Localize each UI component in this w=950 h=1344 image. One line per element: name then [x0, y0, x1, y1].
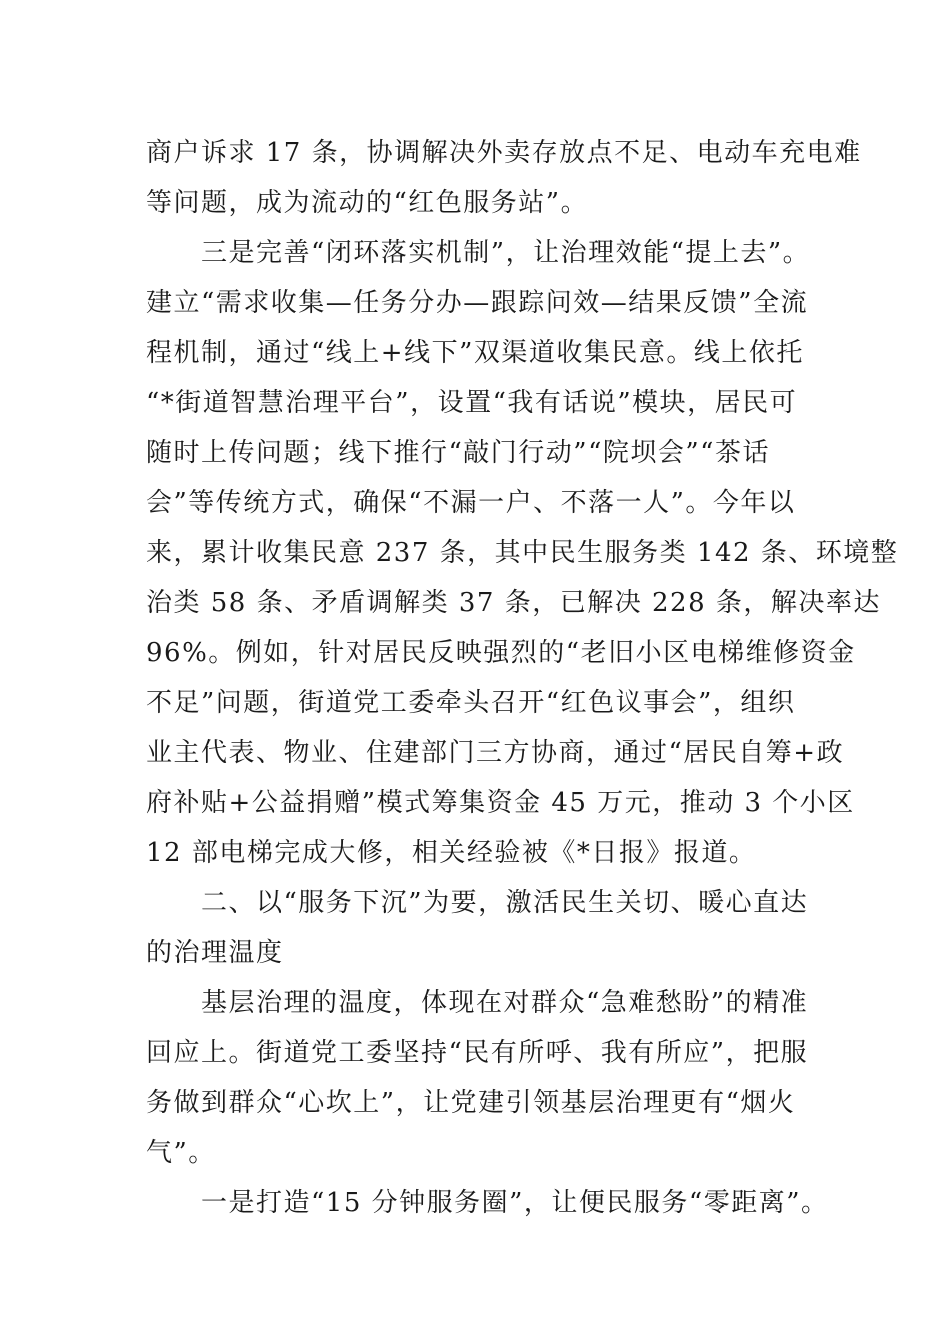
text-line: 府补贴+公益捐赠”模式筹集资金 45 万元，推动 3 个小区 [146, 788, 855, 818]
text-line: 来，累计收集民意 237 条，其中民生服务类 142 条、环境整 [146, 538, 899, 568]
text-line: 96%。例如，针对居民反映强烈的“老旧小区电梯维修资金 [146, 638, 856, 668]
text-line: 不足”问题，街道党工委牵头召开“红色议事会”，组织 [146, 688, 796, 718]
text-line: 随时上传问题；线下推行“敲门行动”“院坝会”“茶话 [146, 438, 770, 468]
text-line: 治类 58 条、矛盾调解类 37 条，已解决 228 条，解决率达 [146, 588, 881, 618]
text-line: 12 部电梯完成大修，相关经验被《*日报》报道。 [146, 838, 757, 868]
text-line: 等问题，成为流动的“红色服务站”。 [146, 188, 589, 218]
text-line: 商户诉求 17 条，协调解决外卖存放点不足、电动车充电难 [146, 138, 862, 168]
text-line: 建立“需求收集—任务分办—跟踪问效—结果反馈”全流 [146, 288, 809, 318]
text-line: 基层治理的温度，体现在对群众“急难愁盼”的精准 [146, 988, 809, 1018]
section-heading-line: 的治理温度 [146, 938, 284, 968]
text-line: 气”。 [146, 1138, 216, 1168]
text-line: 一是打造“15 分钟服务圈”，让便民服务“零距离”。 [146, 1188, 829, 1218]
text-line: 业主代表、物业、住建部门三方协商，通过“居民自筹+政 [146, 738, 845, 768]
text-line: 三是完善“闭环落实机制”，让治理效能“提上去”。 [146, 238, 811, 268]
text-line: 回应上。街道党工委坚持“民有所呼、我有所应”，把服 [146, 1038, 809, 1068]
text-line: 程机制，通过“线上+线下”双渠道收集民意。线上依托 [146, 338, 804, 368]
text-line: “*街道智慧治理平台”，设置“我有话说”模块，居民可 [146, 388, 798, 418]
text-line: 会”等传统方式，确保“不漏一户、不落一人”。今年以 [146, 488, 796, 518]
text-line: 务做到群众“心坎上”，让党建引领基层治理更有“烟火 [146, 1088, 796, 1118]
section-heading-line: 二、以“服务下沉”为要，激活民生关切、暖心直达 [146, 888, 809, 918]
